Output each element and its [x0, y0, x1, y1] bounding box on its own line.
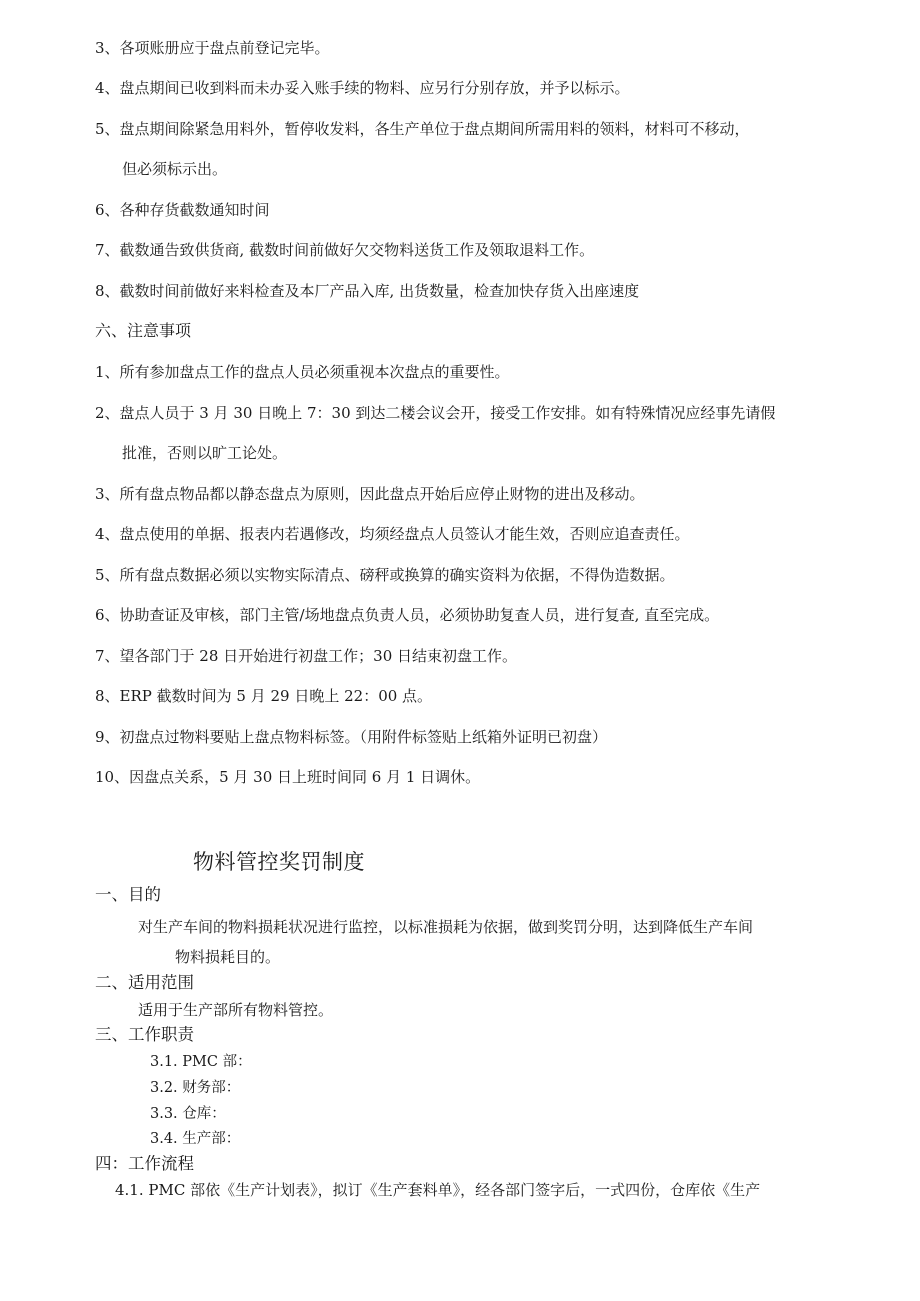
section-duties-heading: 三、工作职责 — [95, 1025, 194, 1044]
prep-item-4: 4、盘点期间已收到料而未办妥入账手续的物料、应另行分别存放，并予以标示。 — [95, 79, 630, 97]
duty-item-pmc: 3.1. PMC 部： — [150, 1054, 252, 1070]
note-item-3: 3、所有盘点物品都以静态盘点为原则，因此盘点开始后应停止财物的进出及移动。 — [95, 485, 645, 503]
note-item-4: 4、盘点使用的单据、报表内若遇修改，均须经盘点人员签认才能生效，否则应追查责任。 — [95, 525, 690, 543]
note-item-2: 2、盘点人员于 3 月 30 日晚上 7：30 到达二楼会议会开，接受工作安排。如有特殊情况应经事先请假 — [95, 404, 776, 422]
note-item-2-cont: 批准，否则以旷工论处。 — [122, 444, 288, 462]
note-item-8: 8、ERP 截数时间为 5 月 29 日晚上 22：00 点。 — [95, 687, 433, 705]
note-item-1: 1、所有参加盘点工作的盘点人员必须重视本次盘点的重要性。 — [95, 363, 510, 381]
duty-item-production: 3.4. 生产部： — [150, 1131, 241, 1147]
prep-item-5: 5、盘点期间除紧急用料外，暂停收发料，各生产单位于盘点期间所需用料的领料，材料可不移动， — [95, 120, 750, 138]
process-item-4-1: 4.1. PMC 部依《生产计划表》，拟订《生产套料单》，经各部门签字后，一式四份，仓库依《生产 — [115, 1181, 761, 1199]
section-process-heading: 四：工作流程 — [95, 1154, 194, 1173]
note-item-5: 5、所有盘点数据必须以实物实际清点、磅秤或换算的确实资料为依据，不得伪造数据。 — [95, 566, 675, 584]
section-purpose-text-cont: 物料损耗目的。 — [175, 948, 281, 966]
prep-item-3: 3、各项账册应于盘点前登记完毕。 — [95, 39, 330, 57]
duty-item-warehouse: 3.3. 仓库： — [150, 1106, 226, 1122]
notes-heading: 六、注意事项 — [95, 321, 192, 340]
section-purpose-heading: 一、目的 — [95, 885, 161, 904]
prep-item-6: 6、各种存货截数通知时间 — [95, 201, 270, 219]
note-item-10: 10、因盘点关系，5 月 30 日上班时间同 6 月 1 日调休。 — [95, 768, 481, 786]
section-scope-heading: 二、适用范围 — [95, 973, 194, 992]
duty-item-finance: 3.2. 财务部： — [150, 1080, 241, 1096]
note-item-9: 9、初盘点过物料要贴上盘点物料标签。（用附件标签贴上纸箱外证明已初盘） — [95, 728, 608, 746]
section-scope-text: 适用于生产部所有物料管控。 — [138, 1001, 334, 1019]
section-purpose-text: 对生产车间的物料损耗状况进行监控，以标准损耗为依据，做到奖罚分明，达到降低生产车间 — [138, 918, 754, 936]
prep-item-7: 7、截数通告致供货商, 截数时间前做好欠交物料送货工作及领取退料工作。 — [95, 241, 595, 259]
prep-item-5-cont: 但必须标示出。 — [122, 160, 228, 178]
policy-title: 物料管控奖罚制度 — [193, 850, 365, 874]
prep-item-8: 8、截数时间前做好来料检查及本厂产品入库, 出货数量，检查加快存货入出座速度 — [95, 282, 640, 300]
note-item-7: 7、望各部门于 28 日开始进行初盘工作；30 日结束初盘工作。 — [95, 647, 518, 665]
note-item-6: 6、协助查证及审核，部门主管/场地盘点负责人员，必须协助复查人员，进行复查, 直至完成。 — [95, 606, 720, 624]
